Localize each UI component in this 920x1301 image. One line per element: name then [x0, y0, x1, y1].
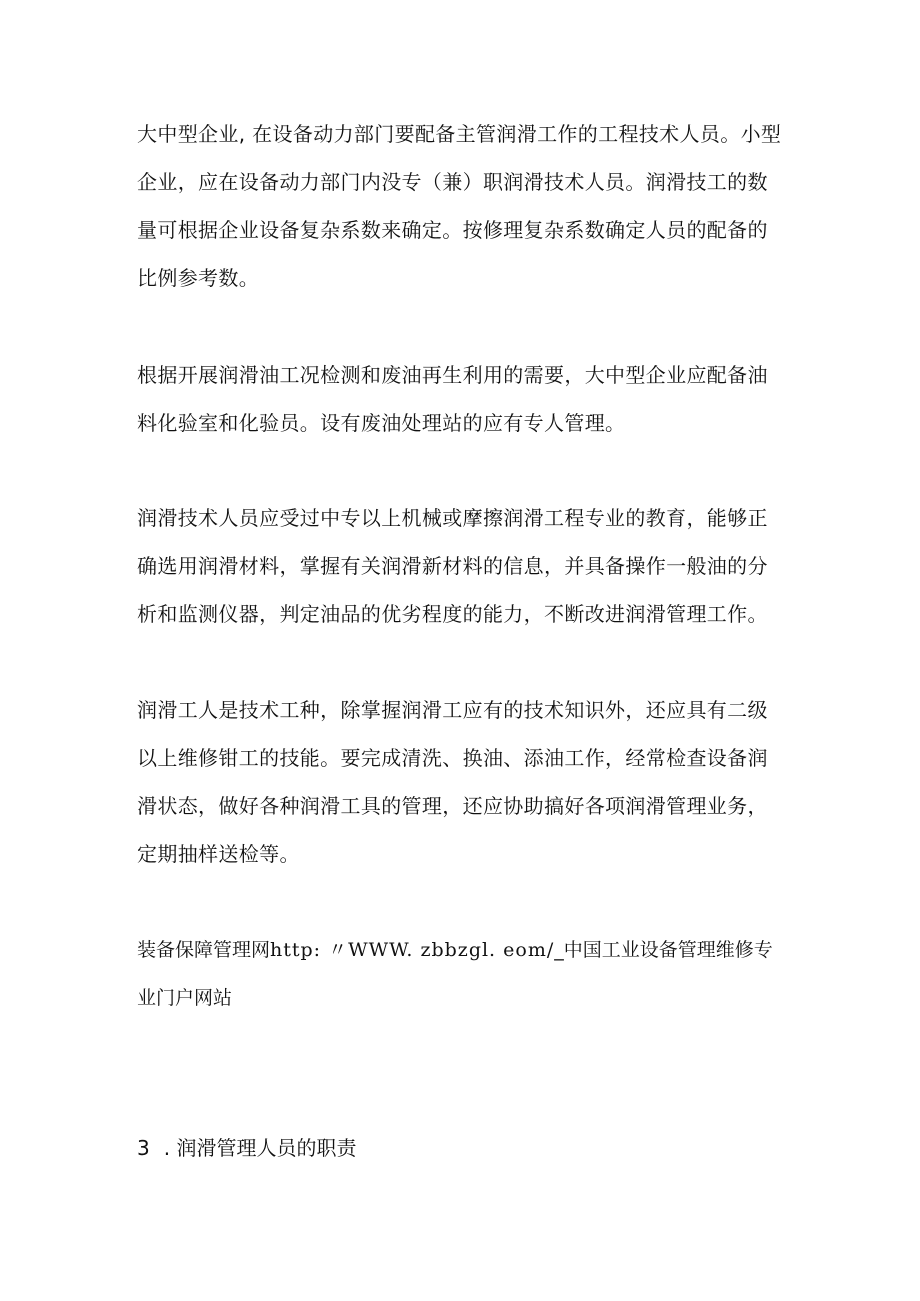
- paragraph-worker-requirements: 润滑工人是技术工种，除掌握润滑工应有的技术知识外，还应具有二级以上维修钳工的技能。要完成清洗、换油、添油工作，经常检查设备润滑状态，做好各种润滑工具的管理，还应协助搞好各项润滑管理业务，定期抽样送检等。: [137, 698, 768, 866]
- source-url-link[interactable]: http: 〃WWW. zbbzgl. eom/: [270, 939, 555, 961]
- paragraph-technician-requirements: 润滑技术人员应受过中专以上机械或摩擦润滑工程专业的教育，能够正确选用润滑材料，掌握有关润滑新材料的信息，并具备操作一般油的分析和监测仪器，判定油品的优劣程度的能力，不断改进润滑管理工作。: [137, 506, 768, 626]
- source-site-description: _中国工业设备管理维修专业门户网站: [137, 939, 773, 1009]
- section-number: 3: [137, 1136, 150, 1160]
- section-title: . 润滑管理人员的职责: [163, 1136, 357, 1160]
- source-site-name: 装备保障管理网: [137, 939, 271, 961]
- source-attribution: [137, 926, 787, 1022]
- section-heading: [137, 1124, 356, 1172]
- paragraph-lab: 根据开展润滑油工况检测和废油再生利用的需要，大中型企业应配备油料化验室和化验员。设有废油处理站的应有专人管理。: [137, 363, 768, 435]
- paragraph-staffing: 大中型企业, 在设备动力部门要配备主管润滑工作的工程技术人员。小型企业，应在设备动力部门内没专（兼）职润滑技术人员。润滑技工的数量可根据企业设备复杂系数来确定。按修理复杂系数确定人员的配备的比例参考数。: [137, 122, 782, 290]
